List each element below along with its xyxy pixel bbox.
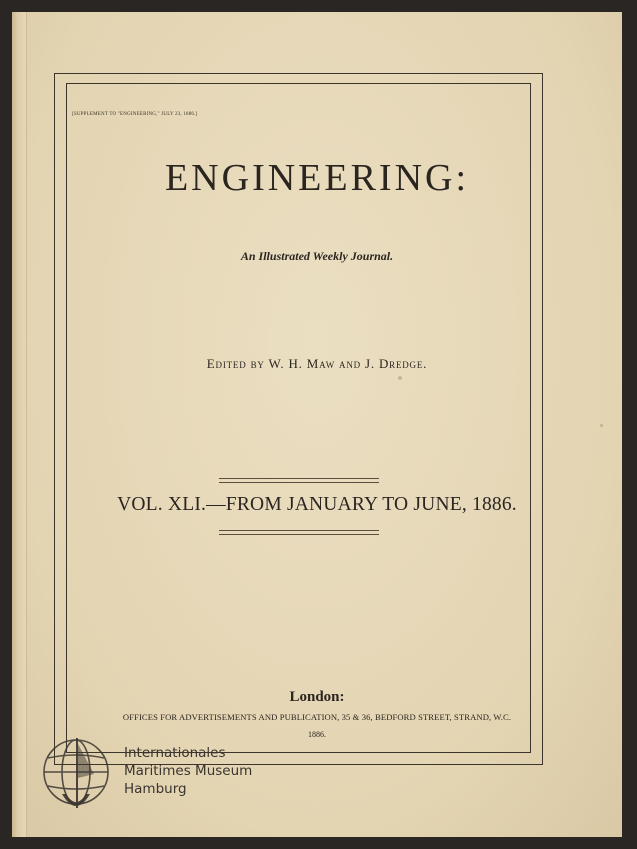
museum-watermark [40, 734, 280, 824]
double-rule-bottom [219, 530, 379, 535]
imprint-city: London: [289, 689, 345, 705]
imprint-year: 1886. [308, 730, 326, 739]
journal-title: ENGINEERING: [164, 157, 470, 199]
ship-globe-logo-icon [40, 734, 112, 818]
watermark-line-1: Internationales [124, 745, 226, 761]
supplement-note: [SUPPLEMENT TO "ENGINEERING," JULY 23, 1886.] [72, 112, 198, 117]
journal-subtitle: An Illustrated Weekly Journal. [240, 249, 394, 263]
document-page [12, 12, 622, 837]
watermark-line-3: Hamburg [124, 781, 187, 797]
watermark-line-2: Maritimes Museum [124, 763, 253, 779]
imprint-offices: OFFICES FOR ADVERTISEMENTS AND PUBLICATION, 35 & 36, BEDFORD STREET, STRAND, W.C. [122, 712, 512, 722]
volume-line: VOL. XLI.—FROM JANUARY TO JUNE, 1886. [117, 494, 517, 515]
double-rule-top [219, 478, 379, 483]
foxing-spot [600, 424, 603, 427]
editors-line: Edited by W. H. Maw and J. Dredge. [206, 356, 428, 371]
